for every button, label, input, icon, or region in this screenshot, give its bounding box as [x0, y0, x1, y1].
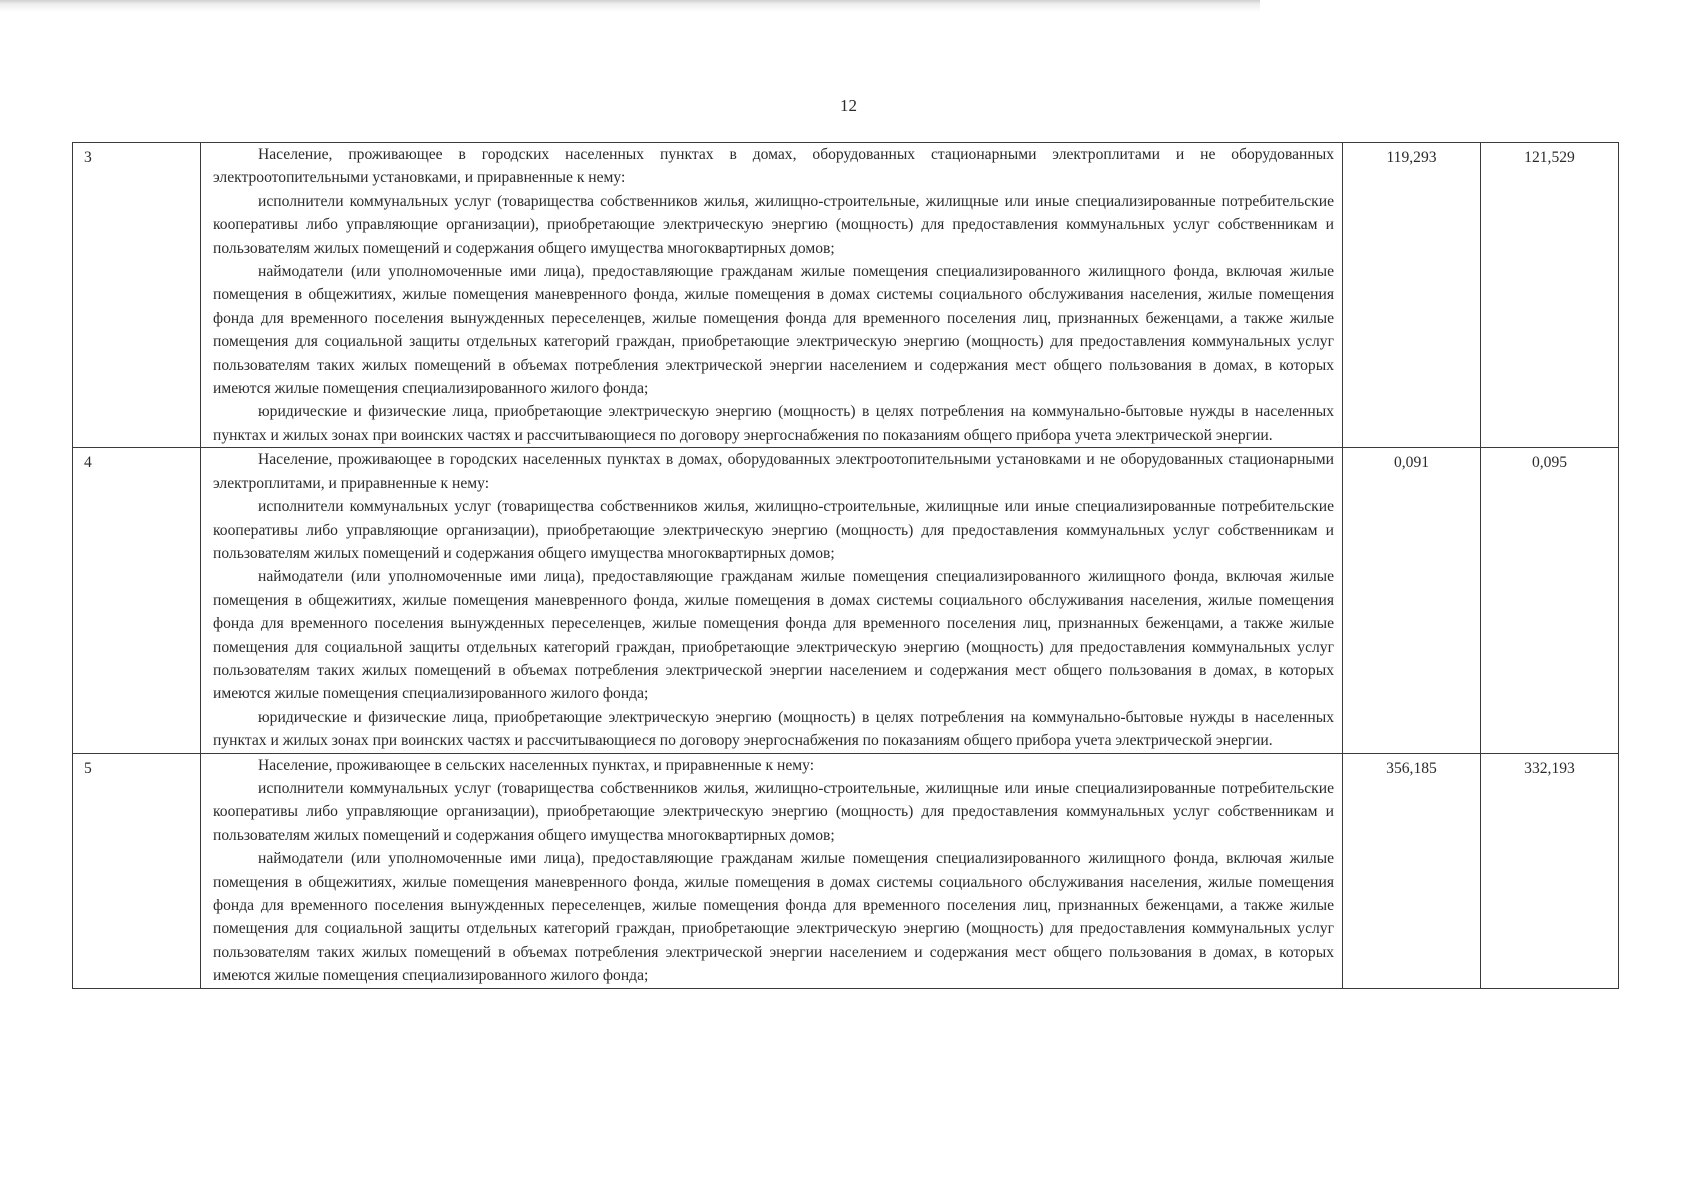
value-second-half: 121,529: [1481, 143, 1619, 448]
description-paragraph: исполнители коммунальных услуг (товарищества собственников жилья, жилищно-строительные, жилищные или иные специализированные потребительские кооперативы либо управляющие организации), приобретающие электрическую энергию (мощность) для предоставления коммунальных услуг собственникам и пользователям жилых помещений и содержания общего имущества многоквартирных домов;: [213, 498, 1334, 562]
row-number: 4: [73, 448, 201, 753]
tariff-table: [72, 142, 1619, 989]
row-number: 3: [73, 143, 201, 448]
description-paragraph: исполнители коммунальных услуг (товарищества собственников жилья, жилищно-строительные, жилищные или иные специализированные потребительские кооперативы либо управляющие организации), приобретающие электрическую энергию (мощность) для предоставления коммунальных услуг собственникам и пользователям жилых помещений и содержания общего имущества многоквартирных домов;: [213, 192, 1334, 257]
description-paragraph: наймодатели (или уполномоченные ими лица), предоставляющие гражданам жилые помещения специализированного жилищного фонда, включая жилые помещения в общежитиях, жилые помещения маневренного фонда, жилые помещения в домах системы социального обслуживания населения, жилые помещения фонда для временного поселения вынужденных переселенцев, жилые помещения фонда для временного поселения лиц, признанных беженцами, а также жилые помещения для социальной защиты отдельных категорий граждан, приобретающие электрическую энергию (мощность) для предоставления коммунальных услуг пользователям таких жилых помещений в объемах потребления электрической энергии населением и содержания мест общего пользования в домах, в которых имеются жилые помещения специализированного жилого фонда;: [213, 850, 1334, 985]
page-number: 12: [840, 96, 857, 115]
value-first-half: 356,185: [1343, 753, 1481, 988]
row-number: 5: [73, 753, 201, 988]
row-description: [201, 753, 1343, 988]
description-paragraph: Население, проживающее в сельских населенных пунктах, и приравненные к нему:: [258, 756, 815, 774]
description-paragraph: наймодатели (или уполномоченные ими лица), предоставляющие гражданам жилые помещения специализированного жилищного фонда, включая жилые помещения в общежитиях, жилые помещения маневренного фонда, жилые помещения в домах системы социального обслуживания населения, жилые помещения фонда для временного поселения вынужденных переселенцев, жилые помещения фонда для временного поселения лиц, признанных беженцами, а также жилые помещения для социальной защиты отдельных категорий граждан, приобретающие электрическую энергию (мощность) для предоставления коммунальных услуг пользователям таких жилых помещений в объемах потребления электрической энергии населением и содержания мест общего пользования в домах, в которых имеются жилые помещения специализированного жилого фонда;: [213, 263, 1334, 398]
table-row: [73, 753, 1619, 988]
value-first-half: 0,091: [1343, 448, 1481, 753]
table-row: [73, 448, 1619, 753]
description-paragraph: юридические и физические лица, приобретающие электрическую энергию (мощность) в целях потребления на коммунально-бытовые нужды в населенных пунктах и жилых зонах при воинских частях и рассчитывающиеся по договору энергоснабжения по показаниям общего прибора учета электрической энергии.: [213, 708, 1334, 750]
value-second-half: 0,095: [1481, 448, 1619, 753]
description-paragraph: наймодатели (или уполномоченные ими лица), предоставляющие гражданам жилые помещения специализированного жилищного фонда, включая жилые помещения в общежитиях, жилые помещения маневренного фонда, жилые помещения в домах системы социального обслуживания населения, жилые помещения фонда для временного поселения вынужденных переселенцев, жилые помещения фонда для временного поселения лиц, признанных беженцами, а также жилые помещения для социальной защиты отдельных категорий граждан, приобретающие электрическую энергию (мощность) для предоставления коммунальных услуг пользователям таких жилых помещений в объемах потребления электрической энергии населением и содержания мест общего пользования в домах, в которых имеются жилые помещения специализированного жилого фонда;: [213, 568, 1334, 703]
description-paragraph: Население, проживающее в городских населенных пунктах в домах, оборудованных электроотопительными установками и не оборудованных стационарными электроплитами, и приравненные к нему:: [213, 451, 1334, 492]
table-row: [73, 143, 1619, 448]
description-paragraph: юридические и физические лица, приобретающие электрическую энергию (мощность) в целях потребления на коммунально-бытовые нужды в населенных пунктах и жилых зонах при воинских частях и рассчитывающиеся по договору энергоснабжения по показаниям общего прибора учета электрической энергии.: [213, 403, 1334, 444]
description-paragraph: исполнители коммунальных услуг (товарищества собственников жилья, жилищно-строительные, жилищные или иные специализированные потребительские кооперативы либо управляющие организации), приобретающие электрическую энергию (мощность) для предоставления коммунальных услуг собственникам и пользователям жилых помещений и содержания общего имущества многоквартирных домов;: [213, 779, 1334, 844]
row-description: [201, 448, 1343, 753]
value-first-half: 119,293: [1343, 143, 1481, 448]
description-paragraph: Население, проживающее в городских населенных пунктах в домах, оборудованных стационарными электроплитами и не оборудованных электроотопительными установками, и приравненные к нему:: [213, 146, 1334, 187]
row-description: [201, 143, 1343, 448]
value-second-half: 332,193: [1481, 753, 1619, 988]
